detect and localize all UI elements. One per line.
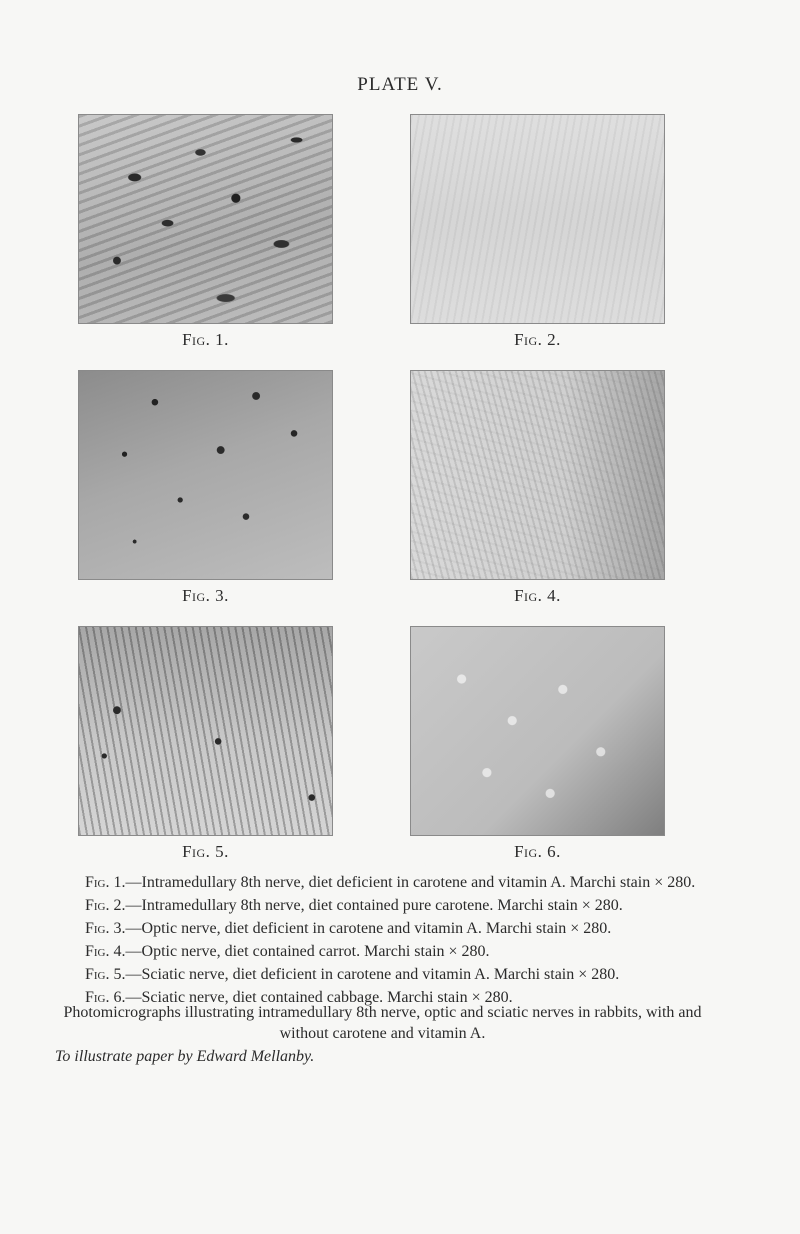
legend-fig-label: Fig. 1. [85,874,126,891]
figure-5 [78,626,333,862]
legend-text: —Optic nerve, diet contained carrot. Marchi stain × 280. [125,943,490,960]
legend-item-1 [55,872,710,893]
figure-1 [78,114,333,350]
figure-6 [410,626,665,862]
figure-4 [410,370,665,606]
photomicrograph-5 [78,626,333,836]
legend-text: —Sciatic nerve, diet contained cabbage. Marchi stain × 280. [125,989,513,1006]
photomicrograph-4 [410,370,665,580]
figure-caption: Fig. 6. [514,842,561,861]
legend-fig-label: Fig. 2. [85,897,126,914]
legend-text: —Optic nerve, diet deficient in carotene and vitamin A. Marchi stain × 280. [125,920,612,937]
photomicrograph-1 [78,114,333,324]
figure-caption: Fig. 2. [514,330,561,349]
figure-caption: Fig. 1. [182,330,229,349]
figure-3 [78,370,333,606]
legend-fig-label: Fig. 6. [85,989,126,1006]
legend-item-3 [55,918,710,939]
plate-summary: Photomicrographs illustrating intramedullary 8th nerve, optic and sciatic nerves in rabbits, with and without carotene and vitamin A. [63,1004,702,1042]
legend-fig-label: Fig. 4. [85,943,126,960]
photomicrograph-6 [410,626,665,836]
legend-fig-label: Fig. 5. [85,966,126,983]
legend-item-4 [55,941,710,962]
legend-fig-label: Fig. 3. [85,920,126,937]
credit-line: To illustrate paper by Edward Mellanby. [55,1048,315,1065]
plate-title: PLATE V. [357,74,443,95]
photomicrograph-3 [78,370,333,580]
figure-caption: Fig. 5. [182,842,229,861]
figure-caption: Fig. 3. [182,586,229,605]
legend-text: —Intramedullary 8th nerve, diet deficient in carotene and vitamin A. Marchi stain × 280. [125,874,696,891]
figure-caption: Fig. 4. [514,586,561,605]
legend-item-5 [55,964,710,985]
figure-2 [410,114,665,350]
legend-item-2 [55,895,710,916]
figure-legend [55,872,710,1008]
legend-text: —Intramedullary 8th nerve, diet contained pure carotene. Marchi stain × 280. [125,897,623,914]
photomicrograph-2 [410,114,665,324]
legend-text: —Sciatic nerve, diet deficient in carotene and vitamin A. Marchi stain × 280. [125,966,620,983]
